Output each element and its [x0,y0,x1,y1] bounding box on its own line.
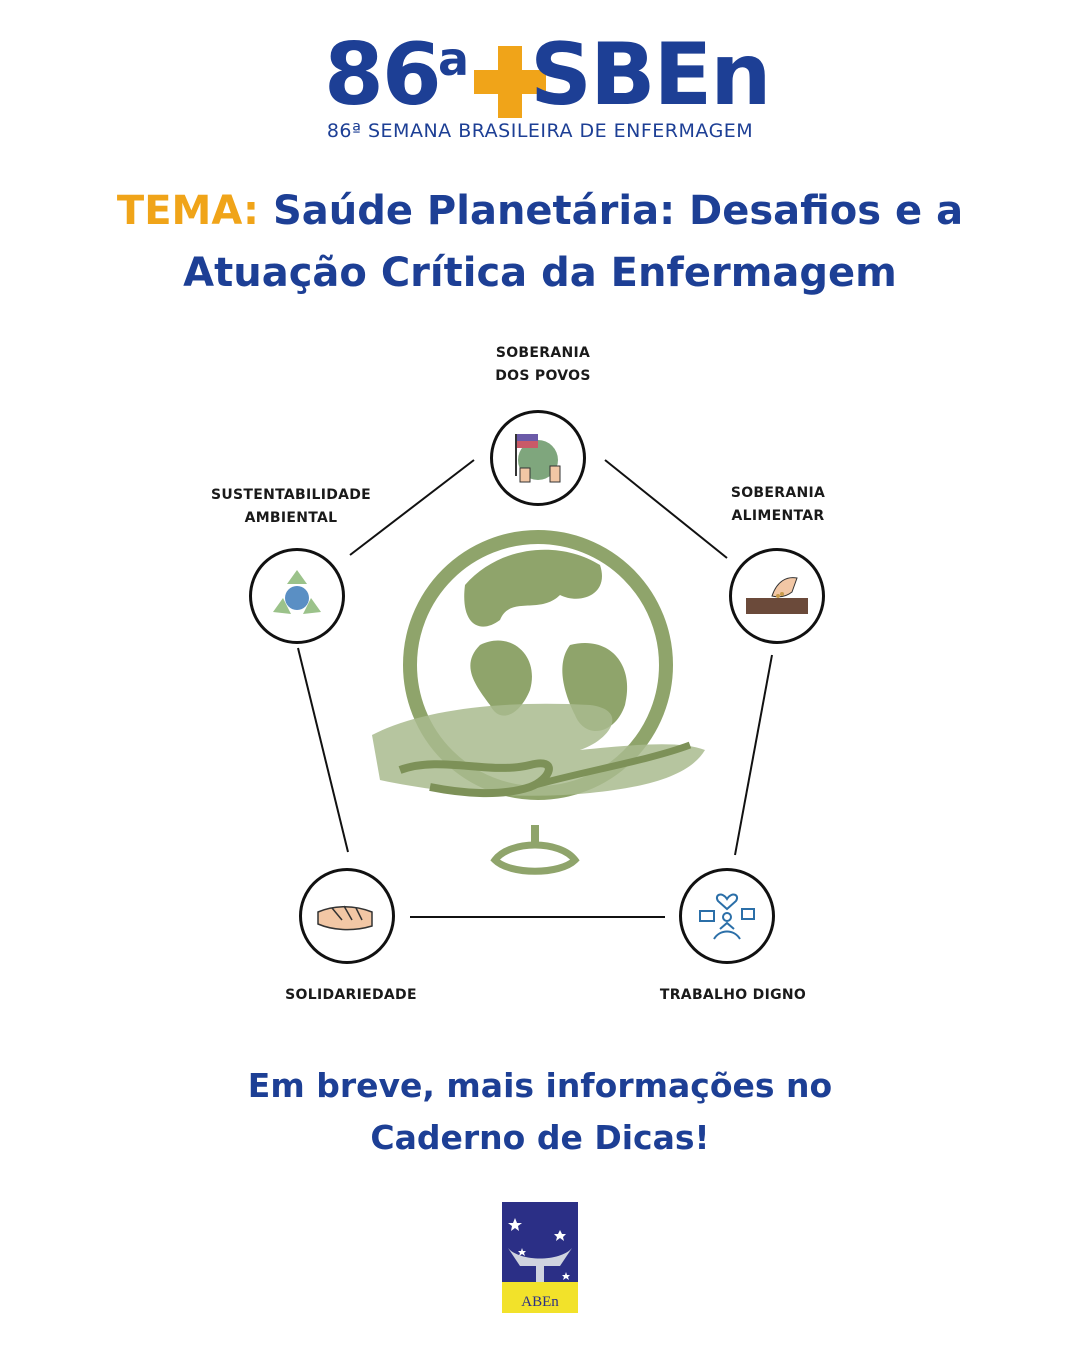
logo-number: 86 [324,25,440,125]
footer-line1: Em breve, mais informações no [247,1066,833,1105]
node-label-soberania-alimentar: SOBERANIA ALIMENTAR [730,485,826,524]
node-trabalho-digno [679,868,775,964]
node-solidariedade [299,868,395,964]
globe-hand-lamp-icon [360,525,720,890]
node-label-soberania-povos: SOBERANIA DOS POVOS [495,345,591,384]
meditation-work-icon [692,881,762,951]
node-label-solidariedade: SOLIDARIEDADE [285,987,417,1003]
protest-fist-icon [506,426,570,490]
title-prefix: TEMA: [116,188,260,234]
aben-label: ABEn [521,1294,559,1310]
node-label-sustentabilidade: SUSTENTABILIDADE AMBIENTAL [210,487,372,526]
logo-superscript: a [438,32,470,86]
aben-logo [500,1200,580,1315]
page-title [60,180,1020,304]
logo-acronym: SBEn [530,25,770,125]
logo-subtitle: 86ª SEMANA BRASILEIRA DE ENFERMAGEM [326,120,754,142]
title-line2: Atuação Crítica da Enfermagem [183,250,897,296]
node-sustentabilidade [249,548,345,644]
planting-hand-icon [742,566,812,626]
node-soberania-alimentar [729,548,825,644]
joined-hands-icon [312,886,382,946]
title-line1: Saúde Planetária: Desafios e a [272,188,964,234]
footer-message [60,1060,1020,1164]
pentagon-diagram [0,330,1080,1030]
footer-line2: Caderno de Dicas! [370,1118,710,1157]
node-soberania-povos [490,410,586,506]
sben-logo [0,25,1080,125]
recycle-globe-icon [265,564,329,628]
node-label-trabalho-digno: TRABALHO DIGNO [659,987,807,1003]
